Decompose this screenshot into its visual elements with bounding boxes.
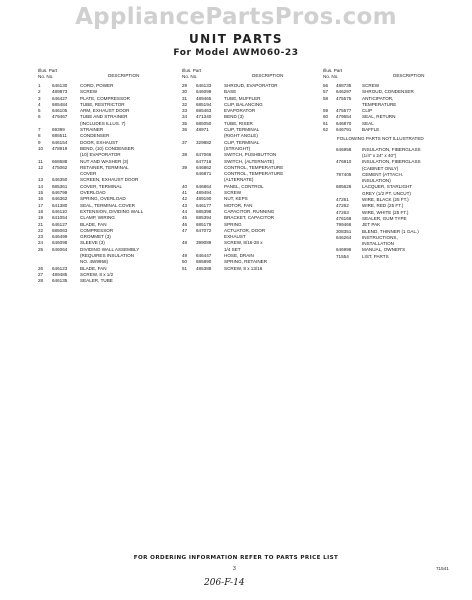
part-row [323, 172, 463, 185]
part-description: SHROUD, EVAPORATOR [224, 83, 278, 88]
part-row [182, 127, 320, 140]
part-description: INSULATION, FIBERGLASS (CABINET ONLY) [362, 159, 421, 171]
part-number: 489494 [196, 190, 212, 196]
illus-number: 61 [323, 120, 329, 126]
part-number: 685394 [196, 215, 212, 221]
part-description: CLIP, TERMINAL (RIGHT ANGLE) [224, 127, 260, 139]
part-description: BLEND, THINNER (1 GAL.) [362, 228, 419, 234]
illus-number: 9 [38, 139, 41, 145]
part-description: DOOR, EXHAUST [80, 139, 119, 145]
part-number: 475062 [52, 164, 68, 170]
part-description: PLATE, COMPRESSOR [80, 95, 130, 101]
part-number: 646064 [52, 246, 68, 252]
part-number: 685398 [196, 208, 212, 214]
part-number: 797405 [336, 171, 352, 177]
part-description: BRACKET, CAPACITOR [224, 215, 275, 221]
header-illus-part: Illus. Part [182, 68, 202, 73]
part-number: 646362 [52, 196, 68, 202]
part-description: CONTROL, TEMPERATURE (ALTERNATE) [224, 171, 284, 183]
part-number: 646447 [196, 253, 212, 259]
parts-column-2 [182, 68, 320, 272]
illus-number: 31 [182, 95, 188, 101]
part-number: 685194 [196, 101, 212, 107]
part-row [323, 235, 463, 248]
part-description: ACTUATOR, DOOR EXHAUST [224, 227, 266, 240]
part-description: SCREW [80, 89, 98, 95]
illus-number: 28 [38, 278, 44, 284]
part-description: BLADE, FAN [80, 265, 107, 271]
part-description: STRAINER [80, 127, 104, 133]
part-number: 646133 [196, 83, 212, 88]
part-description: TUBE, RESTRICTOR [80, 101, 125, 107]
part-number: 685361 [52, 183, 68, 189]
part-number: 646297 [336, 89, 352, 95]
part-description: CLIP [362, 108, 373, 114]
illus-number: 23 [38, 234, 44, 240]
part-number: 646264 [336, 234, 352, 240]
illus-number [323, 235, 336, 248]
part-description: SCREEN, EXHAUST DOOR [80, 177, 139, 183]
part-description: SEALER, GUM TYPE [362, 215, 407, 221]
part-description: TUBE, RISER [224, 120, 253, 126]
illus-number: 8 [38, 133, 41, 139]
header-description: DESCRIPTION [252, 72, 284, 78]
part-number: 47263 [336, 209, 349, 215]
illus-number: 7 [38, 127, 41, 133]
part-description: ANTICIPATOR, TEMPERATURE [362, 95, 397, 107]
part-number: 668688 [52, 158, 68, 164]
part-number: 646958 [336, 146, 352, 152]
part-number: 646864 [196, 183, 212, 189]
part-description: SPRING, RETAINER [224, 259, 268, 265]
part-number: 489485 [52, 271, 68, 277]
illus-number: 17 [38, 202, 44, 208]
part-description: BASE [224, 89, 237, 95]
part-description: LIST, PARTS [362, 253, 389, 259]
part-row [323, 254, 463, 260]
illus-number: 49 [182, 253, 188, 259]
part-description: SCREW, 8/16-28 x 1/4 SET [224, 240, 263, 252]
part-number: 471340 [196, 114, 212, 120]
parts-column-3 [323, 68, 463, 260]
illus-number: 37 [182, 139, 188, 145]
header-description: DESCRIPTION [393, 72, 425, 78]
part-description: CLAMP, WIRING [80, 215, 115, 221]
handwritten-note: 206-F-14 [204, 578, 245, 588]
part-number: 799466 [336, 222, 352, 228]
part-description: CONDENSER [80, 133, 110, 139]
part-number: 47262 [336, 203, 349, 209]
part-description: SCREW [362, 83, 380, 88]
page-number: 3 [233, 566, 236, 572]
illus-number: 44 [182, 208, 188, 214]
part-number: 646871 [196, 171, 212, 177]
part-description: BAFFLE [362, 127, 380, 133]
column-header [323, 68, 463, 79]
part-description: BEND (3) [224, 114, 244, 120]
part-description: TUBE, MUFFLER [224, 95, 261, 101]
illus-number: 1 [38, 83, 41, 88]
part-number: 646799 [52, 190, 68, 196]
part-description: SEAL [362, 120, 374, 126]
illus-number: 48 [182, 240, 188, 246]
part-row [38, 247, 176, 266]
part-description: MOTOR, FAN [224, 202, 253, 208]
part-number: 71554 [336, 253, 349, 259]
illus-number: 11 [38, 158, 43, 164]
header-illus-part: Illus. Part [323, 68, 343, 73]
part-number: 47261 [336, 197, 349, 203]
part-description: TUBE AND STRAINER (INCLUDES ILLUS. 7) [80, 114, 128, 126]
illus-number: 39 [182, 164, 188, 170]
illus-number: 14 [38, 183, 44, 189]
illus-number: 59 [323, 108, 329, 114]
header-no-no: No. No. [38, 73, 54, 79]
watermark: AppliancePartsPros.com [75, 4, 397, 30]
part-number: 48971 [196, 127, 209, 133]
part-description: CAPACITOR, RUNNING [224, 208, 275, 214]
illus-number: 47 [182, 227, 188, 233]
document-code: 71541 [436, 566, 449, 571]
part-number: 685890 [196, 259, 212, 265]
part-number: 646127 [52, 221, 68, 227]
part-number: 646862 [196, 164, 212, 170]
parts-column-1 [38, 68, 176, 285]
part-number: 476168 [336, 215, 352, 221]
illus-number: 15 [38, 190, 44, 196]
part-number: 647066 [196, 152, 212, 158]
part-row [323, 184, 463, 197]
part-number: 646427 [52, 95, 68, 101]
illus-number: 21 [38, 221, 44, 227]
illus-number: 62 [323, 127, 329, 133]
illus-number: 33 [182, 108, 188, 114]
part-row [182, 266, 320, 272]
part-row [323, 96, 463, 109]
part-row [38, 165, 176, 178]
model-subtitle: For Model AWM060-23 [173, 48, 299, 58]
illus-number [323, 184, 336, 197]
illus-number: 36 [182, 127, 188, 133]
part-number: 685179 [196, 221, 212, 227]
part-description: PANEL, CONTROL [224, 183, 264, 189]
part-description: HOSE, DRAIN [224, 253, 254, 259]
part-row [38, 146, 176, 159]
illus-number: 30 [182, 89, 188, 95]
part-description: LACQUER, STARLIGHT GREY (1/2 PT. UNCUT) [362, 184, 413, 196]
illus-number: 16 [38, 196, 44, 202]
part-number: 475577 [336, 108, 352, 114]
illus-number: 51 [182, 265, 188, 271]
part-row [182, 171, 320, 184]
ordering-info-footer: FOR ORDERING INFORMATION REFER TO PARTS PRICE LIST [133, 555, 339, 561]
illus-number: 12 [38, 164, 44, 170]
part-number: 329882 [196, 139, 212, 145]
illus-number: 41 [182, 190, 188, 196]
illus-number: 58 [323, 95, 329, 101]
part-number: 479654 [336, 114, 352, 120]
part-description: JET PAK [362, 222, 381, 228]
part-number: 488735 [336, 83, 352, 88]
illus-number: 40 [182, 183, 188, 189]
part-description: SEALER, TUBE [80, 278, 113, 284]
part-number: 685484 [52, 101, 68, 107]
part-description: ARM, EXHAUST DOOR [80, 108, 130, 114]
part-row [182, 228, 320, 241]
part-number: 646098 [52, 240, 68, 246]
illus-number: 27 [38, 271, 44, 277]
part-number: 685626 [336, 184, 352, 190]
part-description: SEAL, TERMINAL COVER [80, 202, 135, 208]
part-number: 647716 [196, 158, 212, 164]
part-number: 646123 [52, 265, 68, 271]
illus-number: 22 [38, 227, 44, 233]
illus-number: 25 [38, 246, 44, 252]
part-description: BEND, (10) CONDENSER (10) EVAPORATOR [80, 145, 135, 158]
part-number: 479467 [52, 114, 68, 120]
part-description: SPRING [224, 221, 242, 227]
illus-number: 4 [38, 101, 41, 107]
illus-number: 35 [182, 120, 188, 126]
part-description: CONTROL, TEMPERATURE [224, 164, 284, 170]
header-no-no: No. No. [182, 73, 198, 79]
part-description: WIRE, RED (25 FT.) [362, 203, 404, 209]
illus-number: 29 [182, 83, 188, 88]
illus-number: 24 [38, 240, 44, 246]
part-number: 685463 [196, 108, 212, 114]
part-description: SEAL, RETURN [362, 114, 396, 120]
part-number: 646130 [52, 83, 68, 88]
illus-number: 34 [182, 114, 188, 120]
part-number: 489873 [52, 89, 68, 95]
part-number: 641054 [52, 215, 68, 221]
illus-number: 45 [182, 215, 188, 221]
part-number: 69399 [52, 127, 65, 133]
part-description: NUT, KEPS [224, 196, 248, 202]
page-title: UNIT PARTS [188, 32, 284, 46]
part-row [182, 140, 320, 153]
illus-number [323, 254, 336, 260]
part-number: 641380 [52, 202, 68, 208]
part-description: SHROUD, CONDENSER [362, 89, 414, 95]
part-number: 399089 [196, 240, 212, 246]
part-description: INSULATION, FIBERGLASS (1/4" x 24" x 40") [362, 146, 421, 158]
part-description: SCREW, 8 x 1/2 [80, 271, 114, 277]
part-number: 646105 [52, 108, 68, 114]
part-description: EVAPORATOR [224, 108, 256, 114]
part-description: NUT AND WASHER (3) [80, 158, 129, 164]
part-description: MANUAL, OWNER'S [362, 247, 406, 253]
header-no-no: No. No. [323, 73, 339, 79]
part-number: 646099 [196, 89, 212, 95]
illus-number: 26 [38, 265, 44, 271]
illus-number: 5 [38, 108, 41, 114]
illus-number: 50 [182, 259, 188, 265]
part-number: 646135 [52, 278, 68, 284]
part-description: DIVIDING WALL ASSEMBLY (REQUIRES INSULATION NO. 4W9958) [80, 246, 140, 265]
part-description: GROMMET (3) [80, 234, 111, 240]
part-number: 476810 [336, 159, 352, 165]
part-number: 489465 [196, 95, 212, 101]
part-description: CEMENT (ATTACH. INSULATION) [362, 171, 404, 184]
header-description: DESCRIPTION [108, 72, 140, 78]
part-description: CLIP, BALANCING [224, 101, 263, 107]
part-description: SWITCH, PUSHBUTTON [224, 152, 277, 158]
part-number: 478919 [52, 145, 68, 151]
part-description: EXTENSION, DIVIDING WALL [80, 208, 144, 214]
not-illustrated-note: FOLLOWING PARTS NOT ILLUSTRATED [337, 136, 424, 142]
part-description: CLIP, TERMINAL (STRAIGHT) [224, 139, 260, 151]
part-row [323, 147, 463, 160]
illus-number: 46 [182, 221, 188, 227]
illus-number [182, 171, 196, 184]
part-number: 685063 [52, 227, 68, 233]
part-description: COVER, TERMINAL [80, 183, 123, 189]
part-description: SLEEVE (3) [80, 240, 105, 246]
illus-number: 38 [182, 152, 188, 158]
column-header [182, 68, 320, 79]
part-number: 685050 [196, 120, 212, 126]
part-description: INSTRUCTIONS, INSTALLATION [362, 234, 398, 247]
part-number: 646870 [336, 120, 352, 126]
part-description: CORD, POWER [80, 83, 114, 88]
illus-number: 2 [38, 89, 41, 95]
illus-number [323, 172, 336, 185]
part-number: 646499 [52, 234, 68, 240]
illus-number [323, 159, 336, 172]
part-row [38, 114, 176, 127]
part-description: SCREW [224, 190, 242, 196]
part-number: 646996 [336, 247, 352, 253]
header-illus-part: Illus. Part [38, 68, 58, 73]
column-header [38, 68, 176, 79]
part-description: RETAINER, TERMINAL COVER [80, 164, 129, 177]
part-row [38, 278, 176, 284]
part-description: WIRE, WHITE (25 FT.) [362, 209, 409, 215]
illus-number: 42 [182, 196, 188, 202]
part-number: 308351 [336, 228, 352, 234]
illus-number: 6 [38, 114, 41, 120]
part-number: 685511 [52, 133, 67, 139]
part-row [323, 159, 463, 172]
illus-number: 10 [38, 145, 44, 151]
illus-number [323, 147, 336, 160]
illus-number: 43 [182, 202, 188, 208]
part-number: 475575 [336, 95, 352, 101]
part-number: 646791 [336, 127, 352, 133]
illus-number: 19 [38, 215, 44, 221]
part-number: 646110 [52, 208, 67, 214]
part-description: SWITCH, (ALTERNATE) [224, 158, 275, 164]
part-description: SCREW, 8 x 13/16 [224, 265, 263, 271]
illus-number: 32 [182, 101, 188, 107]
illus-number: 60 [323, 114, 329, 120]
illus-number: 57 [323, 89, 329, 95]
part-number: 646350 [52, 177, 68, 183]
illus-number: 13 [38, 177, 44, 183]
part-row [182, 240, 320, 253]
part-number: 489190 [196, 196, 212, 202]
illus-number: 3 [38, 95, 41, 101]
illus-number: 56 [323, 83, 329, 88]
part-number: 646177 [196, 202, 212, 208]
part-description: SPRING, OVERLOAD [80, 196, 126, 202]
part-description: WIRE, BLACK (25 FT.) [362, 197, 409, 203]
part-number: 485388 [196, 265, 212, 271]
illus-number: 18 [38, 208, 44, 214]
part-row [323, 127, 463, 133]
part-description: OVERLOAD [80, 190, 106, 196]
part-number: 647072 [196, 227, 212, 233]
part-number: 646154 [52, 139, 68, 145]
part-description: COMPRESSOR [80, 227, 114, 233]
part-description: BLADE, FAN [80, 221, 107, 227]
